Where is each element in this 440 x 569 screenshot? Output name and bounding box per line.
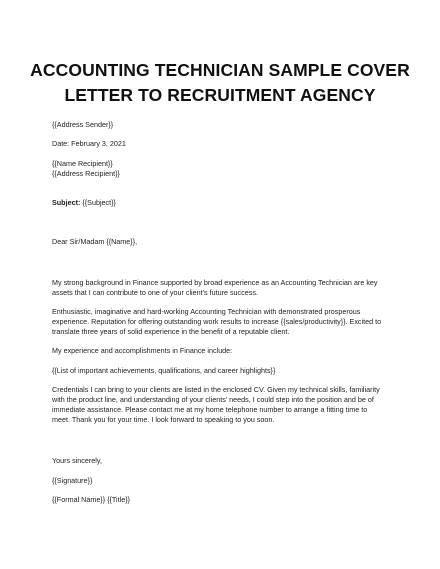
document-title xyxy=(20,58,420,108)
date-line: Date: February 3, 2021 xyxy=(52,139,126,148)
name-recipient: {{Name Recipient}} xyxy=(52,159,113,168)
signature: {{Signature}} xyxy=(52,476,93,485)
paragraph-5-line: Credentials I can bring to your clients are listed in the enclosed CV. Given my technical skills, familiarity xyxy=(52,385,380,394)
subject-value: {{Subject}} xyxy=(80,198,116,207)
paragraph-2-line: translate three years of solid experience in the benefit of a reputable client. xyxy=(52,327,290,336)
closing: Yours sincerely, xyxy=(52,456,102,465)
paragraph-1-line: My strong background in Finance supported by broad experience as an Accounting Technician are key xyxy=(52,278,378,287)
address-sender: {{Address Sender}} xyxy=(52,120,114,129)
paragraph-2-line: experience. Reputation for offering outstanding work results to increase {{sales/productivity}}. Excited to xyxy=(52,317,382,326)
paragraph-5-line: with the product line, and understanding of your clients' needs, I could step into the position and be of xyxy=(52,395,374,404)
salutation: Dear Sir/Madam {{Name}}, xyxy=(52,237,138,246)
subject-line xyxy=(52,198,116,208)
address-recipient: {{Address Recipient}} xyxy=(52,169,120,178)
paragraph-5-line: meet. Thank you for your time. I look forward to speaking to you soon. xyxy=(52,415,275,424)
paragraph-1-line: assets that I can contribute to one of your client's future success. xyxy=(52,288,258,297)
formal-name-title: {{Formal Name}} {{Title}} xyxy=(52,495,131,504)
subject-label: Subject: xyxy=(52,198,81,207)
paragraph-5-line: immediate assistance. Please contact me at my home telephone number to arrange a fitting time to xyxy=(52,405,368,414)
paragraph-3: My experience and accomplishments in Finance include: xyxy=(52,346,233,355)
paragraph-4: {{List of important achievements, qualifications, and career highlights}} xyxy=(52,366,276,375)
title-line-2: LETTER TO RECRUITMENT AGENCY xyxy=(64,85,376,105)
paragraph-2-line: Enthusiastic, imaginative and hard-working Accounting Technician with demonstrated prosperous xyxy=(52,307,361,316)
title-line-1: ACCOUNTING TECHNICIAN SAMPLE COVER xyxy=(30,60,410,80)
